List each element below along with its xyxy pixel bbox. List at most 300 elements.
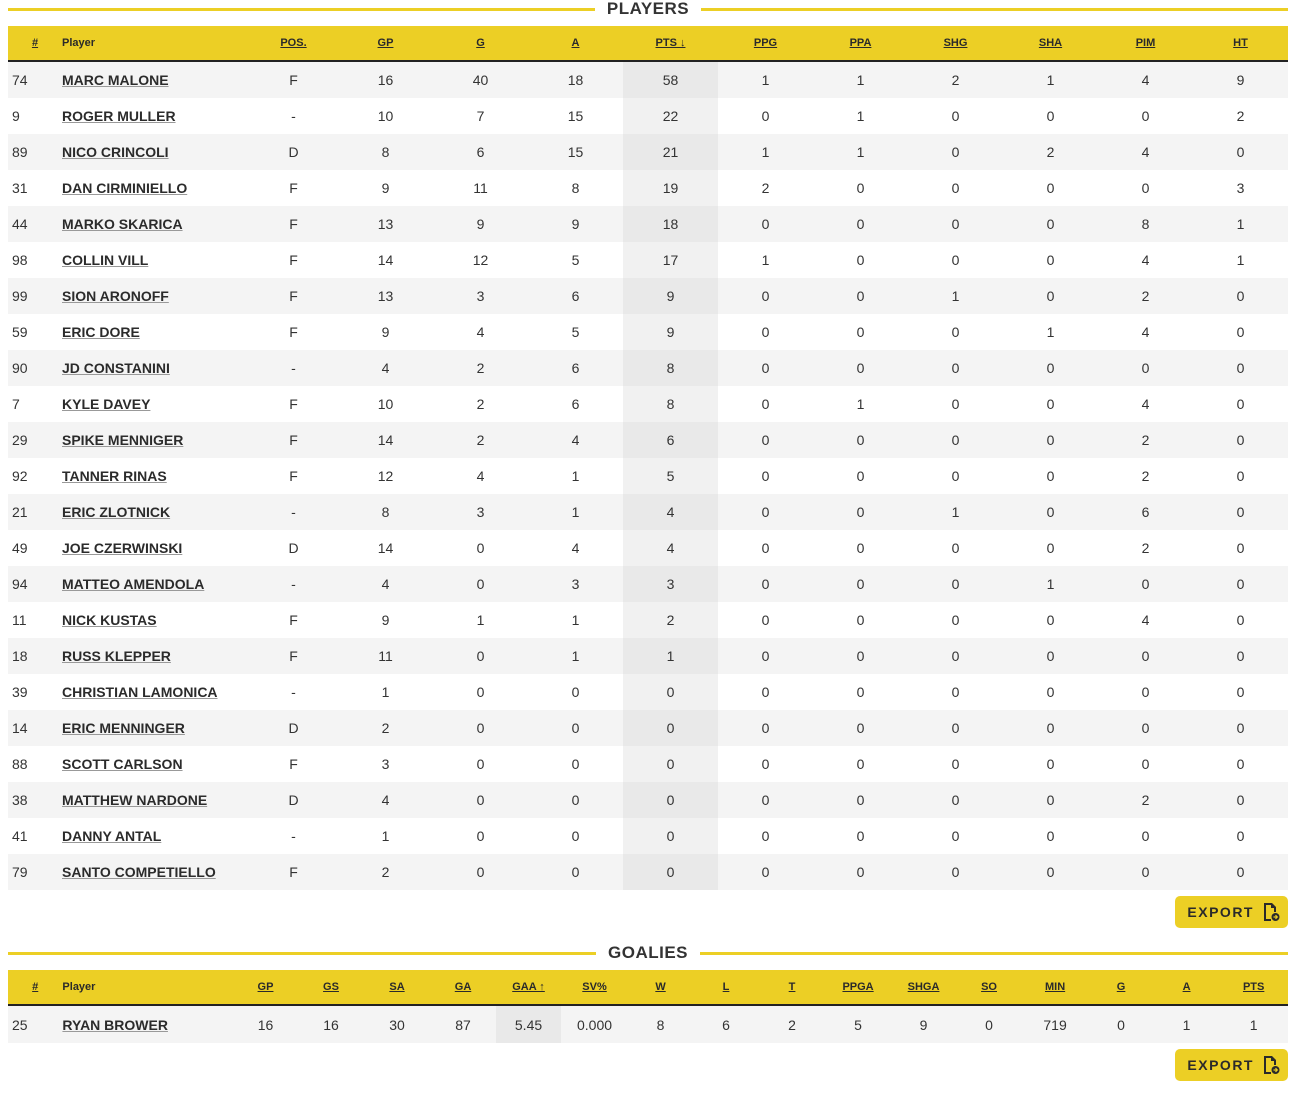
stat-a: 6 [571, 288, 580, 304]
stat-g: 4 [476, 324, 485, 340]
stat-sv: 0.000 [577, 1016, 613, 1033]
stat-pts: 9 [623, 314, 718, 350]
jersey-number: 98 [12, 252, 28, 268]
stat-pos: D [288, 720, 299, 736]
stat-pim: 6 [1141, 504, 1150, 520]
player-name-link[interactable]: MATTEO AMENDOLA [62, 576, 205, 592]
col-header-shg [908, 26, 1003, 61]
stat-ppa: 0 [856, 792, 865, 808]
col-header-min [1022, 970, 1089, 1005]
stat-ppg: 0 [761, 540, 770, 556]
sort-link[interactable]: PPG [753, 37, 778, 49]
player-cell [62, 674, 249, 710]
stat-pts: 0 [623, 746, 718, 782]
goalies-title: GOALIES [608, 943, 689, 962]
stat-shg: 0 [951, 468, 960, 484]
stat-pim: 4 [1141, 396, 1150, 412]
stat-ht: 2 [1236, 108, 1245, 124]
col-header-ga [430, 970, 496, 1005]
sort-link[interactable]: A [1182, 981, 1191, 993]
table-row [8, 494, 1288, 530]
stat-a: 5 [571, 324, 580, 340]
player-name-link[interactable]: COLLIN VILL [62, 252, 149, 268]
stat-ppa: 0 [856, 720, 865, 736]
stat-gp: 4 [381, 360, 390, 376]
player-name-link[interactable]: NICK KUSTAS [62, 612, 157, 628]
goalies-header-row [8, 970, 1288, 1005]
stat-sha: 0 [1046, 216, 1055, 232]
sort-link[interactable]: GAA ↑ [512, 981, 545, 993]
col-header-so [956, 970, 1022, 1005]
col-header-sa [364, 970, 431, 1005]
stat-pos: F [289, 324, 298, 340]
stat-a: 1 [571, 504, 580, 520]
stat-a: 15 [567, 108, 584, 124]
title-rule-left [8, 8, 595, 11]
stat-ppa: 0 [856, 576, 865, 592]
player-name-link[interactable]: JD CONSTANINI [62, 360, 170, 376]
stat-ppa: 0 [856, 252, 865, 268]
sort-link[interactable]: PTS ↓ [655, 37, 686, 49]
stat-pos: F [289, 756, 298, 772]
stat-shg: 0 [951, 432, 960, 448]
stat-ht: 0 [1236, 504, 1245, 520]
stat-shg: 0 [951, 144, 960, 160]
stat-ht: 1 [1236, 216, 1245, 232]
players-body [8, 61, 1288, 890]
sort-link[interactable]: HT [1233, 37, 1248, 49]
stat-pts: 1 [1249, 1016, 1258, 1033]
sort-link[interactable]: GP [257, 981, 274, 993]
player-name-link[interactable]: CHRISTIAN LAMONICA [62, 684, 218, 700]
stat-sha: 0 [1046, 504, 1055, 520]
stat-a: 9 [571, 216, 580, 232]
col-header-ppg [718, 26, 813, 61]
stat-g: 3 [476, 288, 485, 304]
stat-ppga: 5 [854, 1016, 862, 1033]
stat-ppa: 0 [856, 828, 865, 844]
stat-ppg: 0 [761, 864, 770, 880]
stat-shg: 0 [951, 792, 960, 808]
export-label: EXPORT [1187, 1057, 1254, 1073]
sort-link[interactable]: GP [377, 37, 394, 49]
col-header-pts [623, 26, 718, 61]
sort-link[interactable]: PPGA [842, 981, 874, 993]
table-row [8, 674, 1288, 710]
stat-g: 12 [472, 252, 489, 268]
player-cell [62, 818, 249, 854]
stat-sha: 0 [1046, 828, 1055, 844]
table-row [8, 278, 1288, 314]
sort-link[interactable]: G [1116, 981, 1126, 993]
stat-ppg: 0 [761, 432, 770, 448]
player-cell [62, 61, 249, 98]
stat-gp: 16 [257, 1016, 274, 1033]
player-cell [62, 314, 249, 350]
title-rule-left [8, 952, 596, 955]
jersey-number: 25 [12, 1016, 28, 1033]
col-header-pim [1098, 26, 1193, 61]
table-row [8, 746, 1288, 782]
stat-ppa: 0 [856, 864, 865, 880]
stat-pts: 0 [623, 782, 718, 818]
players-section-title [8, 0, 1288, 18]
stat-pts: 3 [623, 566, 718, 602]
stat-g: 2 [476, 432, 485, 448]
sort-link[interactable]: L [722, 981, 730, 993]
stat-shg: 0 [951, 324, 960, 340]
stat-ht: 0 [1236, 144, 1245, 160]
sort-link[interactable]: SHA [1038, 37, 1063, 49]
goalies-section-title [8, 944, 1288, 962]
col-header-l [693, 970, 759, 1005]
stat-shg: 0 [951, 576, 960, 592]
table-row [8, 818, 1288, 854]
stat-pos: F [289, 72, 298, 88]
sort-link[interactable]: MIN [1044, 981, 1066, 993]
stat-sha: 0 [1046, 864, 1055, 880]
table-row [8, 206, 1288, 242]
player-name-link[interactable]: MARKO SKARICA [62, 216, 183, 232]
stat-a: 18 [567, 72, 584, 88]
players-export-button[interactable] [1175, 896, 1288, 928]
player-cell [62, 170, 249, 206]
stat-pim: 0 [1141, 648, 1150, 664]
stat-pos: F [289, 864, 298, 880]
players-title: PLAYERS [606, 0, 690, 18]
jersey-number: 7 [12, 396, 20, 412]
stat-l: 6 [722, 1016, 730, 1033]
player-cell [62, 134, 249, 170]
stat-gaa: 5.45 [496, 1005, 562, 1043]
stat-ppg: 0 [761, 108, 770, 124]
stat-gp: 9 [381, 324, 390, 340]
stat-ht: 0 [1236, 576, 1245, 592]
stat-shg: 0 [951, 684, 960, 700]
stat-pos: F [289, 288, 298, 304]
col-header-a [528, 26, 623, 61]
player-cell [62, 386, 249, 422]
stat-g: 0 [476, 828, 485, 844]
stat-a: 1 [1182, 1016, 1191, 1033]
stat-pts: 4 [623, 494, 718, 530]
stat-gp: 2 [381, 864, 390, 880]
jersey-number: 38 [12, 792, 28, 808]
goalies-export-button[interactable] [1175, 1049, 1288, 1081]
player-cell [62, 458, 249, 494]
stat-sha: 0 [1046, 360, 1055, 376]
stat-pos: F [289, 252, 298, 268]
jersey-number: 18 [12, 648, 28, 664]
stat-shg: 0 [951, 648, 960, 664]
stat-gp: 13 [377, 216, 394, 232]
player-name-link[interactable]: ERIC MENNINGER [62, 720, 185, 736]
stat-pim: 0 [1141, 108, 1150, 124]
jersey-number: 89 [12, 144, 28, 160]
sort-link[interactable]: SA [389, 981, 405, 993]
jersey-number: 41 [12, 828, 28, 844]
stat-pts: 2 [623, 602, 718, 638]
stat-ppa: 0 [856, 648, 865, 664]
player-name-link[interactable]: ERIC ZLOTNICK [62, 504, 171, 520]
sort-link[interactable]: T [788, 981, 796, 993]
table-row [8, 1005, 1288, 1043]
stat-sha: 0 [1046, 648, 1055, 664]
sort-link[interactable]: W [655, 981, 666, 993]
stat-pim: 2 [1141, 540, 1150, 556]
player-cell [62, 422, 249, 458]
col-header-shga [891, 970, 957, 1005]
stat-pim: 0 [1141, 828, 1150, 844]
sort-link[interactable]: PPA [849, 37, 872, 49]
stat-shg: 0 [951, 720, 960, 736]
col-header-pts [1219, 970, 1288, 1005]
player-name-link[interactable]: RUSS KLEPPER [62, 648, 171, 664]
stat-ht: 0 [1236, 684, 1245, 700]
player-name-link[interactable]: ERIC DORE [62, 324, 140, 340]
stat-pim: 4 [1141, 144, 1150, 160]
player-cell [62, 566, 249, 602]
table-row [8, 242, 1288, 278]
stat-ppg: 0 [761, 360, 770, 376]
stat-pts: 58 [623, 61, 718, 98]
stat-g: 0 [476, 648, 485, 664]
player-name-link[interactable]: JOE CZERWINSKI [62, 540, 183, 556]
player-name-link[interactable]: KYLE DAVEY [62, 396, 151, 412]
player-cell [62, 854, 249, 890]
col-header-player: Player [62, 26, 249, 61]
sort-link[interactable]: POS. [280, 37, 307, 49]
file-export-icon [1262, 1055, 1280, 1075]
stat-pos: F [289, 612, 298, 628]
player-cell [62, 782, 249, 818]
stat-g: 0 [476, 684, 485, 700]
table-row [8, 566, 1288, 602]
table-row [8, 134, 1288, 170]
stat-a: 15 [567, 144, 584, 160]
jersey-number: 21 [12, 504, 28, 520]
stat-ht: 0 [1236, 432, 1245, 448]
stat-sha: 0 [1046, 432, 1055, 448]
stat-pos: F [289, 468, 298, 484]
stat-shg: 0 [951, 540, 960, 556]
stat-a: 0 [571, 756, 580, 772]
stat-shg: 0 [951, 252, 960, 268]
stat-sha: 0 [1046, 612, 1055, 628]
stat-pts: 0 [623, 710, 718, 746]
stat-ppg: 0 [761, 720, 770, 736]
stat-pos: D [288, 144, 299, 160]
col-header-t [759, 970, 826, 1005]
sort-link[interactable]: GS [323, 981, 339, 993]
player-cell [62, 602, 249, 638]
stat-ga: 87 [455, 1016, 471, 1033]
stat-pos: F [289, 180, 298, 196]
stat-ppa: 0 [856, 216, 865, 232]
stat-gp: 8 [381, 504, 390, 520]
stat-pim: 4 [1141, 324, 1150, 340]
player-name-link[interactable]: SANTO COMPETIELLO [62, 864, 216, 880]
player-cell [62, 242, 249, 278]
sort-link[interactable]: # [31, 37, 39, 49]
stat-gp: 10 [377, 396, 394, 412]
player-name-link[interactable]: RYAN BROWER [62, 1016, 168, 1033]
player-cell [62, 98, 249, 134]
stat-ppa: 1 [856, 396, 865, 412]
stat-sha: 1 [1046, 324, 1055, 340]
stat-ht: 9 [1236, 72, 1245, 88]
stat-g: 0 [476, 540, 485, 556]
player-cell [62, 710, 249, 746]
stat-shg: 1 [951, 288, 960, 304]
stat-pim: 2 [1141, 468, 1150, 484]
col-header-gp [233, 970, 299, 1005]
player-name-link[interactable]: SPIKE MENNIGER [62, 432, 184, 448]
stat-a: 4 [571, 432, 580, 448]
stat-ht: 0 [1236, 288, 1245, 304]
stat-gp: 12 [377, 468, 394, 484]
stat-pts: 0 [623, 854, 718, 890]
player-name-link[interactable]: SCOTT CARLSON [62, 756, 183, 772]
stat-pim: 4 [1141, 252, 1150, 268]
stat-gp: 14 [377, 540, 394, 556]
stat-g: 0 [476, 720, 485, 736]
jersey-number: 44 [12, 216, 28, 232]
file-export-icon [1262, 902, 1280, 922]
stat-pts: 17 [623, 242, 718, 278]
stat-pos: F [289, 432, 298, 448]
stat-sha: 0 [1046, 684, 1055, 700]
goalies-table [8, 970, 1288, 1043]
table-row [8, 602, 1288, 638]
player-name-link[interactable]: TANNER RINAS [62, 468, 167, 484]
stat-g: 0 [476, 756, 485, 772]
stat-so: 0 [985, 1016, 993, 1033]
col-header-gs [298, 970, 364, 1005]
player-name-link[interactable]: MARC MALONE [62, 72, 169, 88]
stat-pts: 21 [623, 134, 718, 170]
stat-shg: 0 [951, 756, 960, 772]
col-header-ht [1193, 26, 1288, 61]
sort-link[interactable]: PIM [1135, 37, 1156, 49]
player-cell [62, 638, 249, 674]
stat-shg: 0 [951, 396, 960, 412]
stat-g: 0 [476, 576, 485, 592]
jersey-number: 90 [12, 360, 28, 376]
stat-sha: 0 [1046, 396, 1055, 412]
stat-ht: 0 [1236, 648, 1245, 664]
sort-link[interactable]: G [476, 37, 485, 49]
jersey-number: 74 [12, 72, 28, 88]
table-row [8, 170, 1288, 206]
stat-ppg: 2 [761, 180, 770, 196]
col-header-sv [561, 970, 628, 1005]
stat-ppa: 0 [856, 540, 865, 556]
sort-link[interactable]: SV% [582, 981, 607, 993]
sort-link[interactable]: PTS [1242, 981, 1265, 993]
players-header-row [8, 26, 1288, 61]
jersey-number: 14 [12, 720, 28, 736]
player-name-link[interactable]: MATTHEW NARDONE [62, 792, 208, 808]
sort-link[interactable]: SHGA [907, 981, 940, 993]
stat-sha: 0 [1046, 720, 1055, 736]
stat-a: 0 [571, 720, 580, 736]
stat-g: 0 [476, 792, 485, 808]
stat-ht: 0 [1236, 828, 1245, 844]
table-row [8, 422, 1288, 458]
sort-link[interactable]: A [571, 37, 580, 49]
stat-ppa: 1 [856, 108, 865, 124]
stat-pos: - [291, 684, 296, 700]
stat-g: 11 [473, 180, 488, 196]
stat-w: 8 [656, 1016, 665, 1033]
stat-ht: 0 [1236, 324, 1245, 340]
col-header-g [1088, 970, 1154, 1005]
stat-pim: 0 [1141, 756, 1150, 772]
stat-pts: 18 [623, 206, 718, 242]
sort-link[interactable]: SHG [943, 37, 968, 49]
stat-pts: 5 [623, 458, 718, 494]
stat-a: 1 [571, 612, 580, 628]
stat-a: 3 [571, 576, 580, 592]
sort-link[interactable]: SO [981, 981, 997, 993]
player-name-link[interactable]: SION ARONOFF [62, 288, 169, 304]
stat-a: 0 [571, 864, 580, 880]
stat-shg: 0 [951, 180, 960, 196]
player-cell [62, 746, 249, 782]
stat-ppg: 0 [761, 576, 770, 592]
stat-pts: 19 [623, 170, 718, 206]
stat-pts: 9 [623, 278, 718, 314]
stat-pos: - [291, 828, 296, 844]
stat-sha: 0 [1046, 180, 1055, 196]
table-row [8, 458, 1288, 494]
title-rule-right [700, 952, 1288, 955]
col-header-gaa [496, 970, 562, 1005]
sort-link[interactable]: # [32, 981, 39, 993]
stat-gp: 14 [377, 432, 394, 448]
stat-shg: 0 [951, 108, 960, 124]
player-cell [62, 278, 249, 314]
stat-gp: 9 [381, 180, 390, 196]
stat-gp: 16 [377, 72, 394, 88]
goalies-body [8, 1005, 1288, 1043]
stat-g: 2 [476, 396, 485, 412]
player-name-link[interactable]: ROGER MULLER [62, 108, 176, 124]
stat-g: 3 [476, 504, 485, 520]
stat-shg: 0 [951, 828, 960, 844]
jersey-number: 99 [12, 288, 28, 304]
player-name-link[interactable]: DAN CIRMINIELLO [62, 180, 188, 196]
stat-g: 4 [476, 468, 485, 484]
player-cell [62, 530, 249, 566]
stat-ht: 0 [1236, 864, 1245, 880]
stat-gp: 11 [378, 648, 393, 664]
player-name-link[interactable]: DANNY ANTAL [62, 828, 162, 844]
sort-link[interactable]: GA [454, 981, 472, 993]
stat-pts: 8 [623, 350, 718, 386]
export-label: EXPORT [1187, 904, 1254, 920]
stat-pos: - [291, 360, 296, 376]
table-row [8, 638, 1288, 674]
jersey-number: 94 [12, 576, 28, 592]
stat-pim: 0 [1141, 684, 1150, 700]
stat-gs: 16 [323, 1016, 339, 1033]
player-name-link[interactable]: NICO CRINCOLI [62, 144, 169, 160]
stat-pim: 0 [1141, 576, 1150, 592]
jersey-number: 9 [12, 108, 20, 124]
stat-pim: 8 [1141, 216, 1150, 232]
